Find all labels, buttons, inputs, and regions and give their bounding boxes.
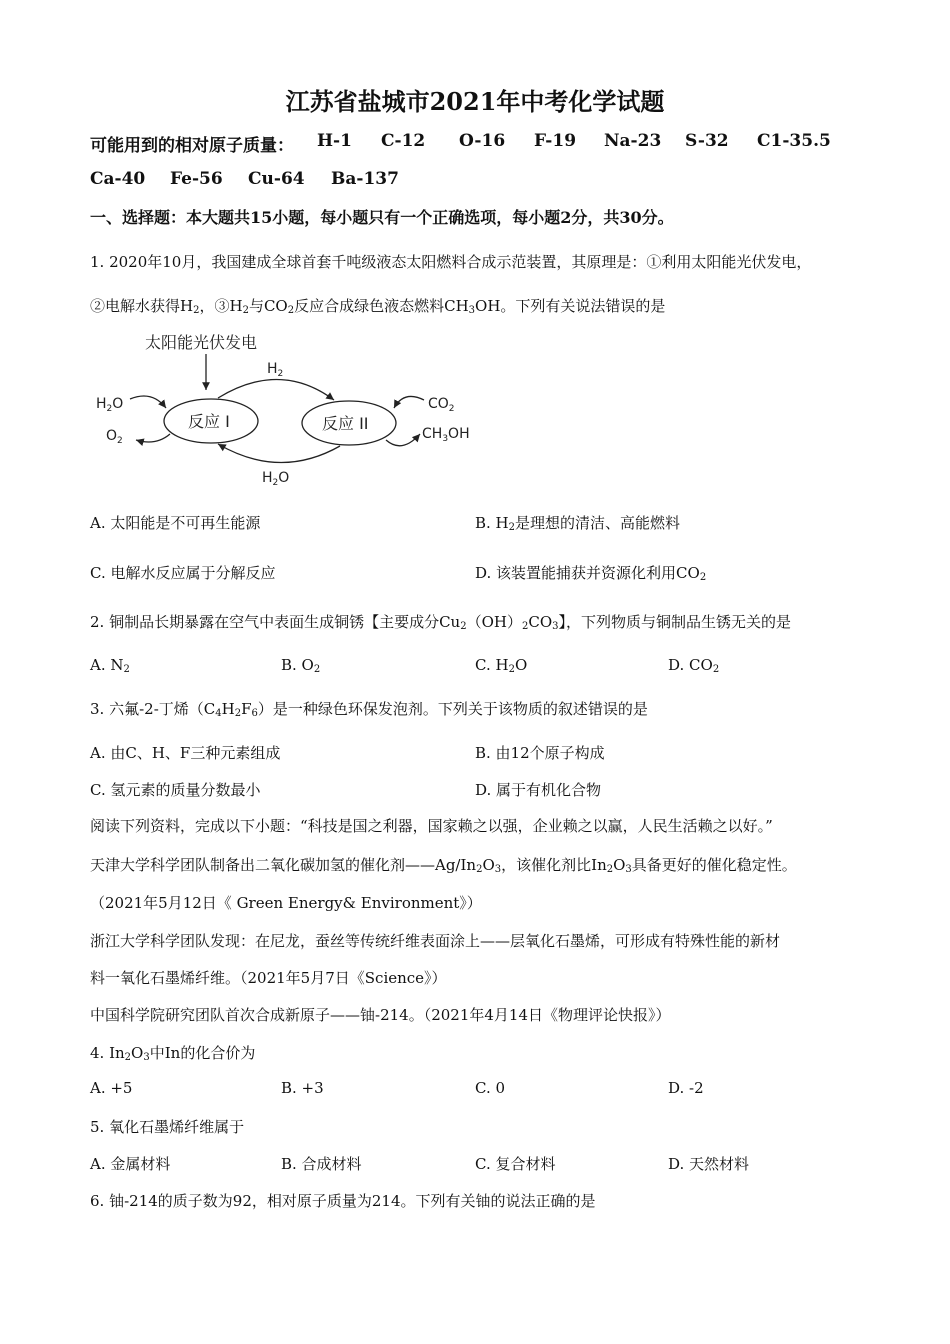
q2-option-a[interactable]: A. $N_2$: [90, 656, 130, 675]
h2o-input-label: $H_2O$: [96, 396, 124, 414]
atomic-mass-s: S-32: [685, 131, 729, 151]
q1-option-c[interactable]: C. 电解水反应属于分解反应: [90, 564, 276, 582]
atomic-mass-cl: C1-35.5: [757, 131, 831, 151]
atomic-mass-cu: Cu-64: [248, 169, 305, 189]
q2-option-d[interactable]: D. $CO_2$: [668, 656, 720, 675]
q1-stem-line2: ②电解水获得$H_2$，$③H_2$与$CO_2$反应合成绿色液态燃料$CH_3OH$。下列有关说法错误的是: [90, 297, 666, 316]
section-heading: 一、选择题：本大题共15小题，每小题只有一个正确选项，每小题2分，共30分。: [90, 208, 674, 227]
atomic-mass-ba: Ba-137: [331, 169, 399, 189]
q3-stem: 3. 六氟-2-丁烯$(C_4H_2F_6)$是一种绿色环保发泡剂。下列关于该物质的叙述错误的是: [90, 700, 648, 719]
reading-line-1: 阅读下列资料，完成以下小题：“科技是国之利器，国家赖之以强，企业赖之以赢，人民生活赖之以好。”: [90, 817, 773, 835]
q3-option-d[interactable]: D. 属于有机化合物: [475, 781, 602, 799]
reaction-diagram: [90, 330, 490, 490]
q4-option-d[interactable]: D. -2: [668, 1079, 704, 1097]
atomic-mass-na: Na-23: [604, 131, 662, 151]
q4-option-b[interactable]: B. +3: [281, 1079, 324, 1097]
h2o-return-arrow: [218, 444, 340, 463]
q4-option-a[interactable]: A. +5: [90, 1079, 133, 1097]
q3-option-c[interactable]: C. 氢元素的质量分数最小: [90, 781, 261, 799]
atomic-mass-h: H-1: [317, 131, 352, 151]
q2-option-b[interactable]: B. $O_2$: [281, 656, 321, 675]
q1-stem-line1: 1. 2020年10月，我国建成全球首套千吨级液态太阳燃料合成示范装置，其原理是：①利用太阳能光伏发电，: [90, 253, 812, 271]
q1-option-d[interactable]: D. 该装置能捕获并资源化利用$CO_2$: [475, 564, 707, 583]
q3-option-b[interactable]: B. 由12个原子构成: [475, 744, 605, 762]
q4-stem: 4. $In_2O_3$中In的化合价为: [90, 1044, 256, 1063]
q5-option-d[interactable]: D. 天然材料: [668, 1155, 750, 1173]
ch3oh-label: $CH_3OH$: [422, 426, 470, 444]
atomic-mass-label: 可能用到的相对原子质量：: [90, 136, 294, 156]
o2-output-arrow: [136, 434, 170, 442]
co2-input-arrow: [394, 396, 424, 408]
co2-label: $CO_2$: [428, 396, 455, 414]
atomic-mass-c: C-12: [381, 131, 426, 151]
q1-option-b[interactable]: B. $H_2$是理想的清洁、高能燃料: [475, 514, 681, 533]
q4-option-c[interactable]: C. 0: [475, 1079, 506, 1097]
reading-line-2: 天津大学科学团队制备出二氧化碳加氢的催化剂$——Ag/In_2O_3$，该催化剂比$In_2O_3$具备更好的催化稳定性。: [90, 856, 797, 875]
o2-label: $O_2$: [106, 428, 123, 446]
atomic-mass-o: O-16: [459, 131, 506, 151]
reading-line-6: 中国科学院研究团队首次合成新原子——铀-214。（2021年4月14日《物理评论快报》）: [90, 1006, 671, 1024]
q6-stem: 6. 铀-214的质子数为92，相对原子质量为214。下列有关铀的说法正确的是: [90, 1192, 596, 1210]
solar-power-label: 太阳能光伏发电: [145, 333, 258, 352]
reading-line-5: 料一氧化石墨烯纤维。（2021年5月7日《Science》）: [90, 969, 447, 987]
q3-option-a[interactable]: A. 由C、H、F三种元素组成: [90, 744, 281, 762]
h2o-bottom-label: $H_2O$: [262, 470, 290, 488]
ch3oh-output-arrow: [386, 434, 420, 446]
atomic-mass-fe: Fe-56: [170, 169, 223, 189]
q5-option-c[interactable]: C. 复合材料: [475, 1155, 556, 1173]
page-title: 江苏省盐城市2021年中考化学试题: [285, 87, 665, 116]
q2-stem: 2. 铜制品长期暴露在空气中表面生成铜锈【主要成分$Cu_2(OH)_2CO_3$】，下列物质与铜制品生锈无关的是: [90, 613, 792, 632]
q5-option-b[interactable]: B. 合成材料: [281, 1155, 362, 1173]
atomic-mass-ca: Ca-40: [90, 169, 146, 189]
reaction-2-label: 反应 II: [322, 414, 369, 433]
reaction-1-label: 反应 I: [188, 412, 230, 431]
h2-arrow: [218, 379, 334, 400]
atomic-mass-f: F-19: [534, 131, 577, 151]
q5-option-a[interactable]: A. 金属材料: [90, 1155, 171, 1173]
reading-line-4: 浙江大学科学团队发现：在尼龙，蚕丝等传统纤维表面涂上——层氧化石墨烯，可形成有特殊性能的新材: [90, 932, 781, 950]
q1-option-a[interactable]: A. 太阳能是不可再生能源: [90, 514, 261, 532]
reading-line-3: （2021年5月12日《 Green Energy& Environment》）: [90, 894, 482, 912]
h2o-input-arrow: [130, 396, 166, 408]
q5-stem: 5. 氧化石墨烯纤维属于: [90, 1118, 245, 1136]
h2-label: $H_2$: [267, 361, 284, 379]
q2-option-c[interactable]: C. $H_2O$: [475, 656, 528, 675]
